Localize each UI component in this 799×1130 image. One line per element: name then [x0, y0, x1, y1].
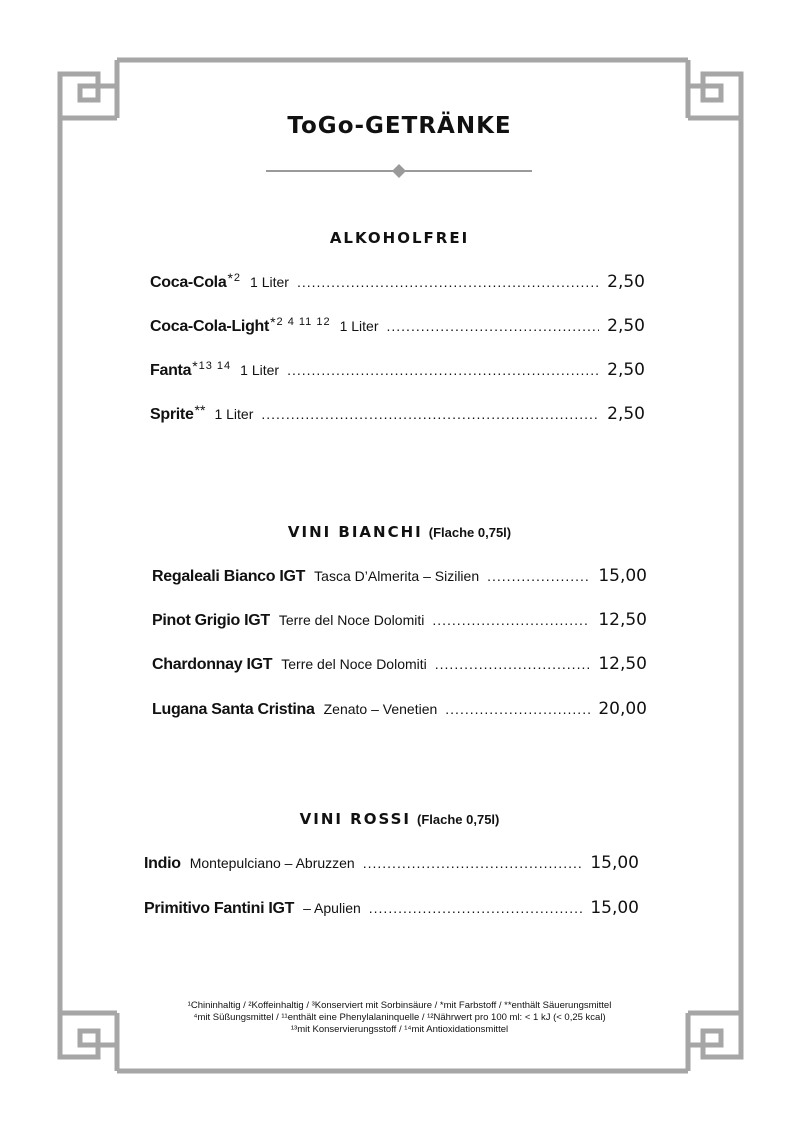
item-mark: *	[227, 270, 233, 286]
item-description: – Apulien	[303, 900, 361, 916]
item-description: Terre del Noce Dolomiti	[278, 612, 425, 628]
dot-leader	[369, 900, 583, 916]
menu-item	[152, 654, 647, 674]
menu-item	[144, 853, 639, 873]
dot-leader	[297, 274, 599, 290]
menu-item	[152, 610, 647, 630]
footnote-line: ¹Chininhaltig / ²Koffeinhaltig / ³Konserviert mit Sorbinsäure / *mit Farbstoff / **enthält Säuerungsmittel	[187, 1000, 612, 1011]
section-note: (Flache 0,75l)	[417, 812, 500, 827]
item-description: 1 Liter	[250, 274, 289, 290]
item-description: 1 Liter	[240, 362, 280, 378]
item-price: 2,50	[607, 360, 645, 380]
dot-leader	[487, 568, 590, 584]
item-price: 12,50	[598, 654, 647, 674]
dot-leader	[387, 318, 600, 334]
item-price: 12,50	[598, 610, 647, 630]
item-price: 2,50	[607, 316, 645, 336]
item-price: 15,00	[590, 898, 639, 918]
item-price: 20,00	[598, 699, 647, 719]
menu-item	[150, 404, 645, 424]
item-description: Tasca D’Almerita – Sizilien	[314, 568, 480, 584]
item-price: 15,00	[598, 566, 647, 586]
section-heading-vini-rossi	[0, 810, 799, 828]
item-mark: *	[270, 314, 276, 330]
item-name: Indio	[144, 855, 181, 872]
dot-leader	[445, 701, 590, 717]
menu-item	[150, 272, 645, 292]
item-name: Coca-Cola-Light	[150, 318, 270, 335]
menu-item	[150, 316, 645, 336]
menu-item	[150, 360, 645, 380]
item-name: Regaleali Bianco IGT	[152, 568, 306, 585]
footnote-line: ⁴mit Süßungsmittel / ¹¹enthält eine Phenylalaninquelle / ¹²Nährwert pro 100 ml: < 1 kJ (< 0,25 kcal)	[193, 1012, 606, 1023]
section-heading-vini-bianchi	[0, 523, 799, 541]
item-name: Coca-Cola	[150, 274, 227, 291]
item-mark: *	[192, 358, 198, 374]
dot-leader	[435, 656, 591, 672]
item-allergen-codes: 2 4 11 12	[276, 316, 331, 328]
dot-leader	[287, 362, 599, 378]
page-title: ToGo-GETRÄNKE	[287, 113, 512, 139]
item-name: Pinot Grigio IGT	[152, 612, 270, 629]
item-allergen-codes: 2	[233, 272, 242, 284]
section-heading-alkoholfrei	[0, 229, 799, 247]
item-description: Terre del Noce Dolomiti	[281, 656, 427, 672]
item-price: 2,50	[607, 272, 645, 292]
footnotes	[0, 1000, 799, 1036]
item-name: Chardonnay IGT	[152, 656, 273, 673]
dot-leader	[261, 406, 599, 422]
item-price: 15,00	[590, 853, 639, 873]
item-description: 1 Liter	[339, 318, 379, 334]
section-title: VINI ROSSI	[299, 810, 411, 828]
dot-leader	[363, 855, 583, 871]
dot-leader	[432, 612, 590, 628]
item-mark: **	[194, 402, 206, 418]
item-name: Primitivo Fantini IGT	[144, 900, 295, 917]
menu-item	[144, 898, 639, 918]
item-name: Fanta	[150, 362, 192, 379]
item-description: Montepulciano – Abruzzen	[189, 855, 355, 871]
item-name: Sprite	[150, 406, 194, 423]
menu-item	[152, 699, 647, 719]
title-divider	[266, 163, 532, 179]
section-title: VINI BIANCHI	[287, 523, 423, 541]
item-name: Lugana Santa Cristina	[152, 701, 315, 718]
section-note: (Flache 0,75l)	[428, 525, 512, 540]
item-description: 1 Liter	[214, 406, 254, 422]
item-description: Zenato – Venetien	[323, 701, 438, 717]
item-price: 2,50	[607, 404, 645, 424]
section-title: ALKOHOLFREI	[329, 229, 470, 247]
menu-item	[152, 566, 647, 586]
footnote-line: ¹³mit Konservierungsstoff / ¹⁴mit Antioxidationsmittel	[290, 1024, 509, 1035]
item-allergen-codes: 13 14	[198, 360, 232, 372]
